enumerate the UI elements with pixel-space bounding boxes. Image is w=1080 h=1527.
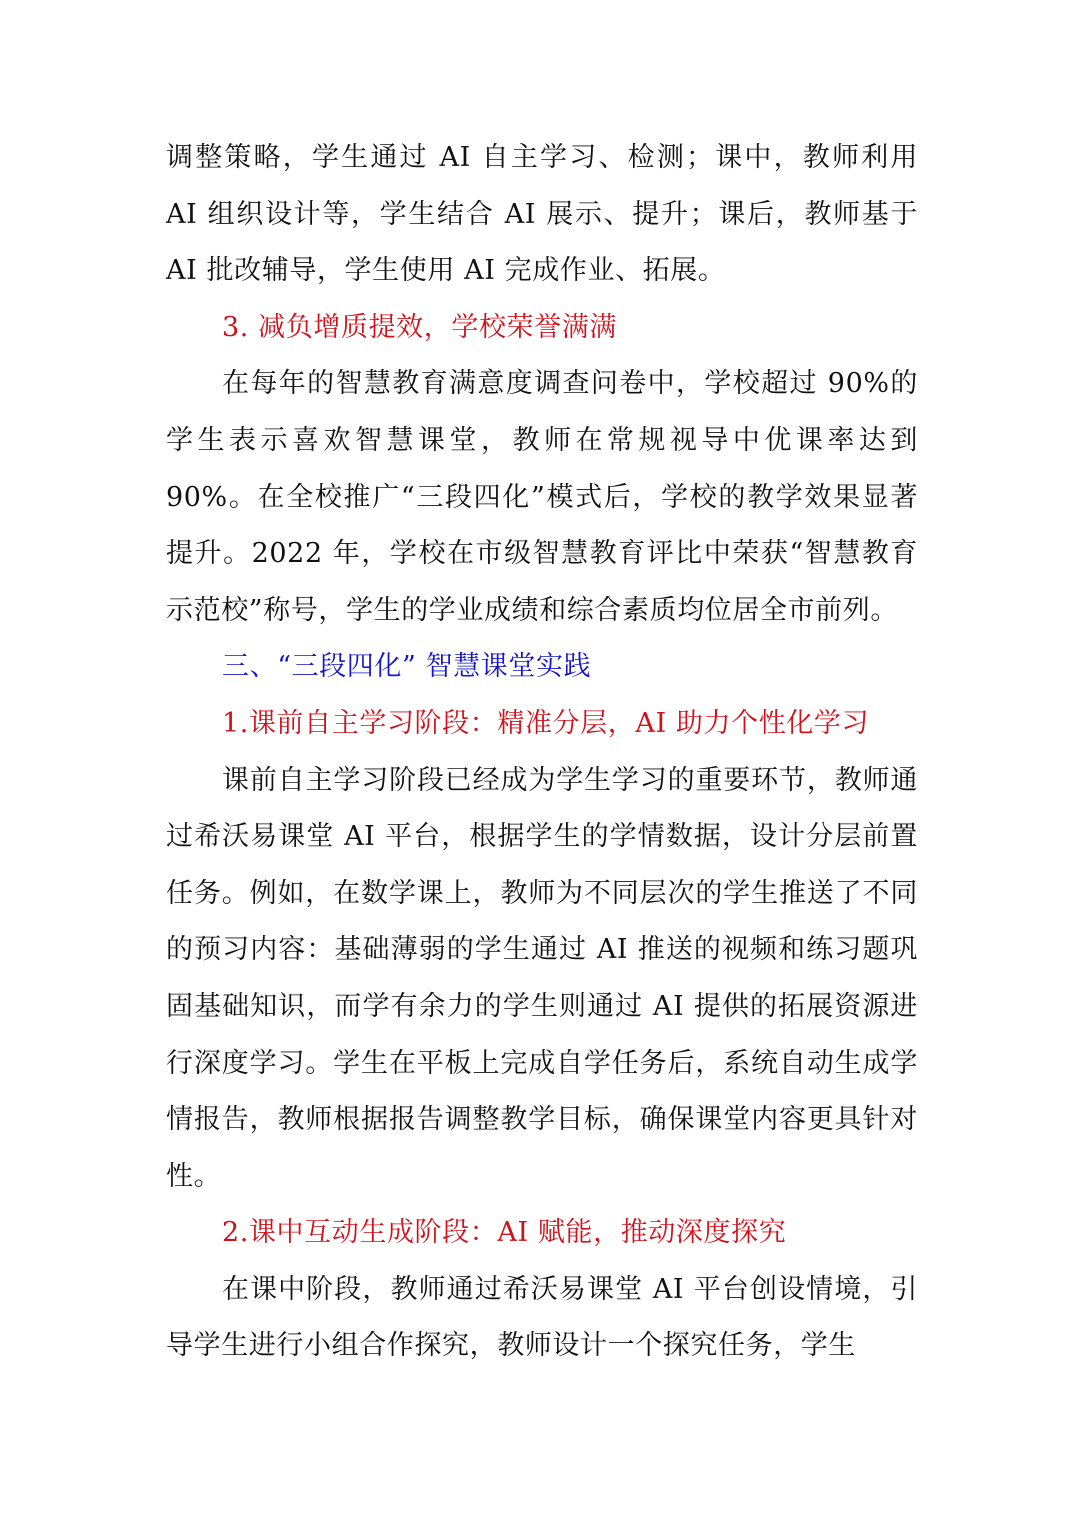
paragraph-pre-class: 课前自主学习阶段已经成为学生学习的重要环节，教师通过希沃易课堂 AI 平台，根据学生的学情数据，设计分层前置任务。例如，在数学课上，教师为不同层次的学生推送了不同的预习内容：基础薄弱的学生通过 AI 推送的视频和练习题巩固基础知识，而学有余力的学生则通过 AI 提供的拓展资源进行深度学习。学生在平板上完成自学任务后，系统自动生成学情报告，教师根据报告调整教学目标，确保课堂内容更具针对性。 [166,764,918,1192]
subheading-pre-class: 1.课前自主学习阶段：精准分层，AI 助力个性化学习 [222,707,870,739]
subheading-3: 3. 减负增质提效，学校荣誉满满 [222,311,617,343]
paragraph-satisfaction: 在每年的智慧教育满意度调查问卷中，学校超过 90%的学生表示喜欢智慧课堂，教师在常规视导中优课率达到 90%。在全校推广“三段四化”模式后，学校的教学效果显著提升。2022 年，学校在市级智慧教育评比中荣获“智慧教育示范校”称号，学生的学业成绩和综合素质均位居全市前列。 [166,368,918,626]
subheading-in-class: 2.课中互动生成阶段：AI 赋能，推动深度探究 [222,1217,787,1249]
paragraph-in-class: 在课中阶段，教师通过希沃易课堂 AI 平台创设情境，引导学生进行小组合作探究，教师设计一个探究任务，学生 [166,1273,918,1362]
paragraph-continuation: 调整策略，学生通过 AI 自主学习、检测；课中，教师利用 AI 组织设计等，学生结合 AI 展示、提升；课后，教师基于 AI 批改辅导，学生使用 AI 完成作业、拓展。 [166,142,918,287]
document-body [166,130,918,1375]
section-heading-3: 三、“三段四化” 智慧课堂实践 [222,651,592,683]
